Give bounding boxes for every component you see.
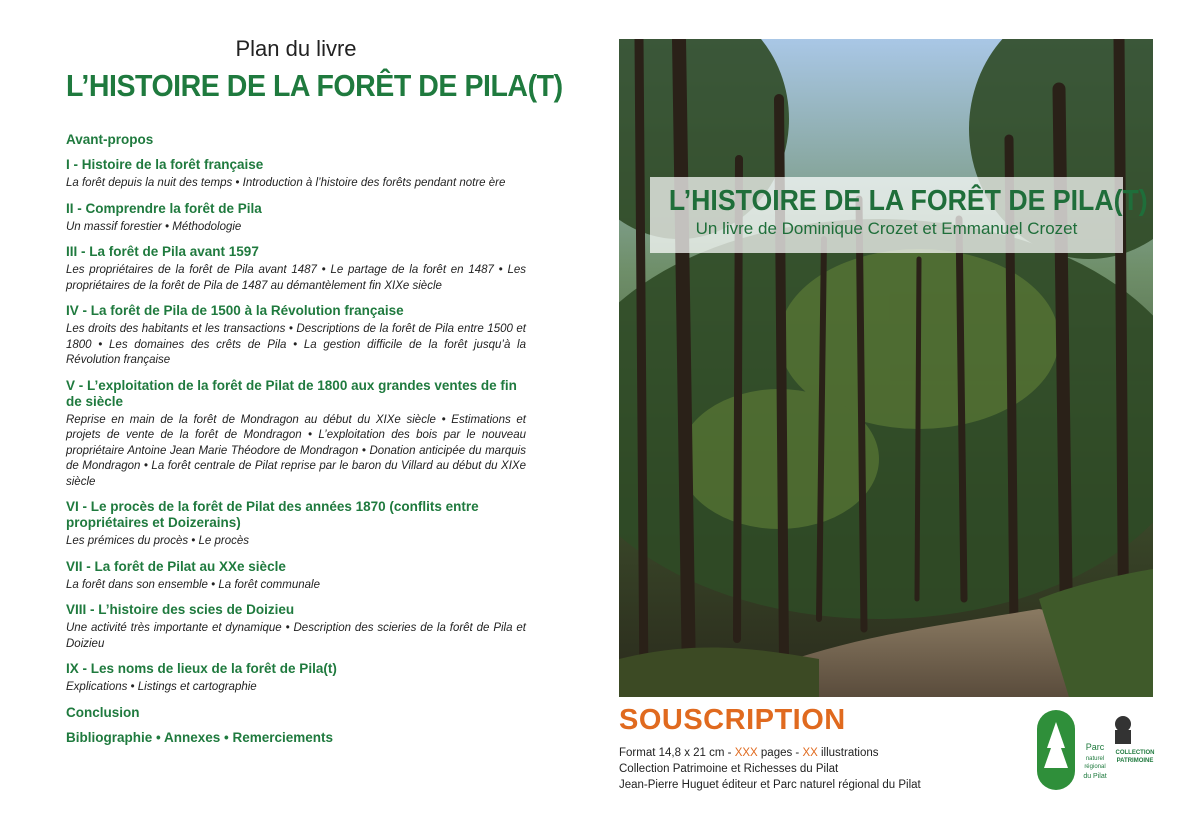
parc-word: Parc (1085, 742, 1105, 752)
toc-entry (66, 157, 526, 192)
toc-entry (66, 499, 526, 550)
svg-text:du Pilat: du Pilat (1083, 773, 1107, 780)
toc-entry-heading: Avant-propos (66, 132, 154, 147)
toc-entry-heading: IX - Les noms de lieux de la forêt de Pila(t) (66, 661, 337, 676)
collection-patrimoine-logo (1115, 716, 1155, 764)
toc-entry-subtopics: Les droits des habitants et les transactions • Descriptions de la forêt de Pila entre 1500 et 1800 • Les domaines des crêts de Pila • La gestion difficile de la forêt jusqu’à la Révolution française (66, 323, 526, 366)
toc-entry (66, 303, 526, 369)
toc-entry-heading: Bibliographie • Annexes • Remerciements (66, 729, 334, 745)
toc-entry-subtopics: Explications • Listings et cartographie (66, 681, 257, 693)
toc-entry (66, 132, 526, 148)
cover-image (619, 39, 1153, 697)
toc-entry-subtopics: Les prémices du procès • Le procès (66, 535, 250, 547)
toc-entry (66, 244, 526, 294)
toc-entry (66, 602, 526, 652)
toc-entry-subtopics: Une activité très importante et dynamique • Description des scieries de la forêt de Pila et Doizieu (66, 622, 526, 650)
toc-entry-heading: Conclusion (66, 704, 140, 720)
toc-entry-heading: V - L’exploitation de la forêt de Pilat de 1800 aux grandes ventes de fin de siècle (66, 377, 517, 409)
toc-list (66, 132, 526, 746)
partner-logos (1037, 708, 1155, 792)
book-title: L’HISTOIRE DE LA FORÊT DE PILA(T) (66, 68, 563, 103)
forest-photo (619, 39, 1153, 697)
svg-text:COLLECTION: COLLECTION (1115, 750, 1155, 756)
book-info (619, 745, 921, 793)
toc-entry-heading: VII - La forêt de Pilat au XXe siècle (66, 558, 286, 574)
svg-text:régional: régional (1084, 764, 1106, 770)
souscription-heading: SOUSCRIPTION (619, 704, 846, 736)
toc-entry-heading: III - La forêt de Pila avant 1597 (66, 244, 259, 259)
toc-entry-heading: VIII - L’histoire des scies de Doizieu (66, 602, 295, 617)
toc-entry-heading: VI - Le procès de la forêt de Pilat des années 1870 (conflits entre propriétaires et Doizerains) (66, 499, 479, 530)
toc-entry (66, 730, 526, 746)
toc-entry (66, 559, 526, 594)
cover-title: L’HISTOIRE DE LA FORÊT DE PILA(T) (668, 185, 1148, 217)
toc-entry (66, 378, 526, 491)
publisher-line: Jean-Pierre Huguet éditeur et Parc naturel régional du Pilat (619, 779, 921, 791)
toc-entry (66, 705, 526, 721)
toc-entry-subtopics: La forêt dans son ensemble • La forêt communale (66, 578, 320, 591)
toc-entry-subtopics: Reprise en main de la forêt de Mondragon au début du XIXe siècle • Estimations et projets de vente de la forêt de Mondragon • L’exploitation des bois par le nouveau propriétaire Antoine Jean Marie Théodore de Mondragon • Donation anticipée du marquis de Mondragon • La forêt centrale de Pilat reprise par le baron du Villard au début du XIXe siècle (66, 413, 526, 488)
toc-entry (66, 201, 526, 236)
format-line: Format 14,8 x 21 cm - XXX pages - XX illustrations (619, 747, 879, 759)
svg-text:PATRIMOINE: PATRIMOINE (1116, 758, 1154, 764)
cover-subtitle: Un livre de Dominique Crozet et Emmanuel Crozet (695, 219, 1078, 238)
parc-pilat-logo (1037, 710, 1107, 790)
toc-entry-heading: IV - La forêt de Pila de 1500 à la Révolution française (66, 303, 404, 318)
toc-entry-subtopics: Les propriétaires de la forêt de Pila avant 1487 • Le partage de la forêt en 1487 • Les propriétaires de la forêt de Pila de 1487 au démantèlement fin XIXe siècle (66, 264, 526, 292)
toc-entry-heading: II - Comprendre la forêt de Pila (66, 200, 262, 216)
collection-line: Collection Patrimoine et Richesses du Pilat (619, 763, 839, 775)
table-of-contents-panel (66, 36, 563, 755)
plan-title: Plan du livre (235, 36, 357, 61)
cover-title-banner (650, 177, 1148, 253)
svg-text:naturel: naturel (1085, 756, 1105, 762)
toc-entry-subtopics: Un massif forestier • Méthodologie (66, 220, 242, 233)
toc-entry (66, 661, 526, 696)
toc-entry-heading: I - Histoire de la forêt française (66, 157, 264, 172)
toc-entry-subtopics: La forêt depuis la nuit des temps • Introduction à l’histoire des forêts pendant notre ère (66, 177, 506, 189)
